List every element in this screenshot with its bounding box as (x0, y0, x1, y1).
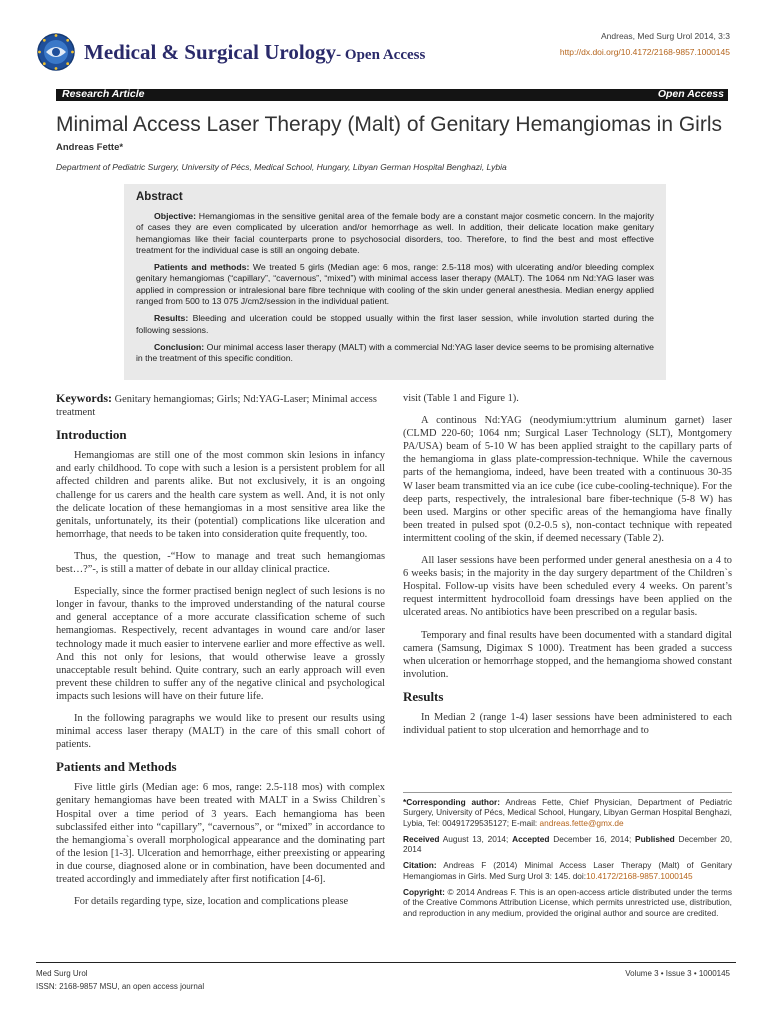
citation-doi-link[interactable]: 10.4172/2168-9857.1000145 (586, 870, 693, 881)
footer-volume: Volume 3 • Issue 3 • 1000145 (625, 969, 730, 978)
conclusion-text: Our minimal access laser therapy (MALT) with a commercial Nd:YAG laser device seems to be promising alternative in the treatment of this specific condition. (136, 341, 654, 364)
journal-name (84, 40, 425, 65)
abstract-heading: Abstract (136, 191, 183, 203)
footer-divider (36, 962, 736, 963)
article-type-bar (56, 89, 728, 101)
results-paragraph: In Median 2 (range 1-4) laser sessions have been administered to each individual patient to stop ulceration and hemorrhage and to (403, 711, 732, 737)
intro-paragraph-2: Thus, the question, -“How to manage and treat such hemangiomas best…?”-, is still a matter of debate in our allday clinical practice. (56, 550, 385, 576)
patients-methods-heading: Patients and Methods (56, 759, 177, 775)
left-column (56, 392, 385, 917)
right-column (403, 392, 732, 746)
article-title: Minimal Access Laser Therapy (Malt) of Genitary Hemangiomas in Girls (56, 113, 723, 136)
journal-logo-icon (36, 32, 76, 72)
author-email-link[interactable]: andreas.fette@gmx.de (539, 817, 624, 828)
intro-paragraph-1: Hemangiomas are still one of the most common skin lesions in infancy and early childhood. To cope with such a lesion is a persistent problem for all affected children and parents alike. But not exclusively, it is an ongoing challenge for us carers and the health care system as well. And, it is not only the delicate location of these hemangiomas in a most sensitive area like the genitals, unfortunately, its their (potential) complications like ulceration and hemorrhage, that needs to be taken into consideration quite frequently, too. (56, 450, 385, 540)
methods-text: We treated 5 girls (Median age: 6 mos, range: 2.5-118 mos) with ulcerating and/or bleeding complex genitary hemangiomas (“capillary”, “cavernous”, “mixed”) with minimal access laser therapy (MALT). The 1064 nm Nd:YAG laser was applied in compression or intralesional bare fibre technique with cooling of the skin under general anesthesia. Median energy applied ranged from 500 to 13 075 J/cm2/session in the individual patient. (136, 262, 654, 307)
accepted-date: December 16, 2014; (549, 833, 636, 844)
corresponding-author (403, 797, 732, 828)
keywords-text: Genitary hemangiomas; Girls; Nd:YAG-Laser; Minimal access treatment (56, 394, 377, 419)
keywords-label: Keywords: (56, 391, 112, 405)
methods-paragraph-1: Five little girls (Median age: 6 mos, range: 2.5-118 mos) with complex genitary hemangiomas have been treated with MALT in a Swiss Children`s Hospital over a time period of 3 years. Each hemangioma has been subclassifed either into “capillary”, “cavernous”, or “mixed” in accordance to the hemangioma`s overall morphological appearance and the dominating part of the lesion [1-3]. Ulceration and hemorrhage, either preexisting or appearing in due course, diagnosed alone or in combination, have been documented and treated accordingly and immediately after first notification [4-6]. (56, 782, 385, 885)
conclusion-label: Conclusion: (154, 341, 205, 352)
copyright-text: © 2014 Andreas F. This is an open-access article distributed under the terms of the Creative Commons Attribution License, which permits unrestricted use, distribution, and reproduction in any medium, provided the original author and source are credited. (403, 887, 732, 918)
methods-paragraph-2: For details regarding type, size, location and complications please (74, 896, 349, 908)
published-label: Published (635, 833, 675, 844)
header-doi-link[interactable]: http://dx.doi.org/10.4172/2168-9857.1000145 (559, 47, 730, 57)
objective-text: Hemangiomas in the sensitive genital area of the female body are a constant major cosmetic concern. In the majority of cases they are even complicated by ulceration and/or hemorrhage as well. In addition, their delicate location make genitary hemangiomas like their facial counterparts prone to psychosocial disorders, too. Therefore, to find the best and most effective treatment for the individual case is still an ongoing debate. (136, 211, 654, 255)
objective-label: Objective: (154, 211, 197, 221)
article-author: Andreas Fette* (56, 142, 124, 153)
copyright-label: Copyright: (403, 887, 445, 898)
journal-title: Medical & Surgical Urology (84, 40, 337, 64)
results-text: Bleeding and ulceration could be stopped usually within the first laser session, while involution started during the following sessions. (136, 313, 654, 335)
intro-paragraph-4: In the following paragraphs we would like to present our results using minimal access laser therapy (MALT) in the care of this small cohort of patients. (56, 712, 385, 751)
introduction-heading: Introduction (56, 427, 127, 443)
abstract-objective (136, 211, 654, 256)
corresponding-text: Andreas Fette, Chief Physician, Department of Pediatric Surgery, University of Pécs, Medical School, Hungary, Libyan German Hospital Benghazi, Lybia, Tel: 00491729535127; E-mail: (403, 797, 732, 828)
corresponding-label: *Corresponding author: (403, 797, 501, 807)
citation-text: Andreas F (2014) Minimal Access Laser Therapy (Malt) of Genitary Hemangiomas in Girls. Med Surg Urol 3: 145. doi: (403, 860, 732, 881)
footer-journal-abbrev: Med Surg Urol (36, 969, 88, 978)
citation-label: Citation: (403, 860, 437, 871)
abstract-conclusion (136, 342, 654, 365)
article-type-label: Research Article (62, 88, 145, 100)
published-date: December 20, 2014 (403, 833, 733, 855)
article-copyright (403, 887, 732, 918)
received-date: August 13, 2014; (439, 833, 513, 844)
article-dates (403, 834, 732, 855)
abstract-results (136, 313, 654, 336)
footer-issn: ISSN: 2168-9857 MSU, an open access journal (36, 982, 205, 991)
continued-paragraph: visit (Table 1 and Figure 1). (403, 393, 519, 404)
accepted-label: Accepted (512, 833, 550, 844)
header-citation: Andreas, Med Surg Urol 2014, 3:3 (601, 31, 730, 41)
author-affiliation: Department of Pediatric Surgery, University of Pécs, Medical School, Hungary, Libyan German Hospital Benghazi, Lybia (56, 162, 507, 172)
keywords (56, 392, 385, 419)
correspondence-box (403, 792, 732, 924)
received-label: Received (403, 833, 440, 844)
correspondence-divider (403, 792, 732, 793)
results-heading: Results (403, 688, 444, 704)
documentation-paragraph: Temporary and final results have been documented with a standard digital camera (Samsung, Digimax S 1000). Treatment has been graded a success when ulceration or hemorrhage stopped, and the hemangioma showed constant involution. (403, 629, 732, 680)
abstract-box (124, 184, 666, 380)
journal-access-suffix: - Open Access (336, 47, 426, 63)
results-label: Results: (154, 313, 189, 324)
article-citation (403, 860, 732, 881)
open-access-label: Open Access (657, 88, 724, 100)
laser-paragraph: A continous Nd:YAG (neodymium:yttrium aluminum garnet) laser (CLMD 220-60; 1064 nm; Surgical Laser Technology (SLT), Montgomery PA/USA) beam of 5-10 W has been applied straight to the capillary parts of the hemangioma in glass plate-compression-technique. While the cavernous parts of the hemangioma, indeed, have been treated with a continuous 30-35 W laser beam transmitted via an ice cube (ice cube-cooling-technique). For the deep parts, respectively, the intralesional bare fiber-technique (5-8 W) has been used. Margins or other specific areas of the hemangioma have finally been treated in pulsed spot (0.2-0.5 s), non-contact technique with repeated intermittent cooling of the skin, if deemed necessary (Table 2). (403, 415, 732, 544)
sessions-paragraph: All laser sessions have been performed under general anesthesia on a 4 to 6 weeks basis; in the majority in the day surgery department of the Children`s Hospital. Follow-up visits have been scheduled every 4 weeks. On parent’s request intermittent hydrocolloid foam dressings have been applied on the ulcerated areas. No antibiotics have been prescribed on a regular basis. (403, 555, 732, 619)
intro-paragraph-3: Especially, since the former practised benign neglect of such lesions is no longer in favour, thanks to the improved understanding of the natural course and general acceptance of a more accurate classification scheme of such hemangiomas. Respectively, recent advantages in wound care and/or laser technology made it much easier to intervene earlier and more effective as well. And this not only for lesions, that would otherwise leave a grossly unacceptable result behind. Quite contrary, such an early approach will even prevent these children to suffer any of the negative clinical and psychological impacts such lesions will have on their future life. (56, 586, 385, 702)
abstract-methods (136, 262, 654, 307)
methods-label: Patients and methods: (154, 262, 250, 273)
